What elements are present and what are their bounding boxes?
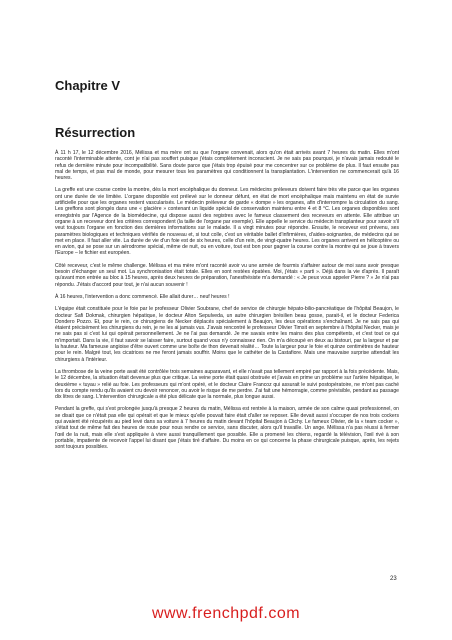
body-text xyxy=(55,150,399,456)
watermark-url: www.frenchpdf.com xyxy=(151,605,301,622)
paragraph: Pendant la greffe, qui s'est prolongée jusqu'à presque 2 heures du matin, Mélissa est rentrée à la maison, armée de son calme quasi professionnel, on se disait que ce n'était pas elle qui opérait et que le mieux qu'elle pouvait faire était d'aller se reposer. Elle devait aussi s'occuper de nos trois cockers qui avaient été récupérés au pied levé dans sa voiture à 7 heures du matin devant l'hôpital Beaujon à Clichy. Le fameux Olivier, de la « team cocker », s'était tout de même fait des heures de route pour nous rendre ce service, sans discuter, alors qu'il travaille. Un ange. Mélissa n'a pas réussi à fermer l'œil de la nuit, mais elle s'est appliquée à vivre aussi tranquillement que possible. Elle a promené les chiens, regardé la télévision, l'œil rivé à son portable, impatiente de recevoir l'appel lui disant que j'étais tiré d'affaire. Du moins en ce qui concerne la phase chirurgicale puisque, après, les rejets sont toujours possibles. xyxy=(55,406,399,451)
paragraph: À 16 heures, l'intervention a donc commencé. Elle allait durer… neuf heures ! xyxy=(55,293,230,300)
paragraph: Côté receveur, c'est le même challenge. Mélissa et ma mère m'ont raconté avoir vu une armée de fourmis s'affairer autour de moi sans avoir presque besoin d'échanger un seul mot. La synchronisation était totale. Elles en sont restées épatées. Moi, j'étais « parti ». Déjà dans la vie d'après. Il paraît qu'avant mon entrée au bloc à 15 heures, après deux heures de préparation, l'anesthésiste m'a demandé : « Je peux vous appeler Pierre ? » Je n'ai pas répondu. J'étais d'accord pour tout, je n'ai aucun souvenir ! xyxy=(55,262,399,288)
chapter-title: Résurrection xyxy=(55,125,136,140)
paragraph: La thrombose de la veine porte avait été contrôlée trois semaines auparavant, et elle n'avait pas tellement empiré par rapport à la fois précédente. Mais, le 12 décembre, la situation était devenue plus que critique. La veine porte était quasi obstruée et j'avais en prime un problème sur l'artère hépatique, le deuxième « tuyau » relié au foie. Les professeurs qui m'ont opéré, et le docteur Claire Francoz qui assurait le suivi postopératoire, ne m'ont pas caché lors du compte rendu qu'ils avaient cru devoir renoncer, ou avoir le risque de me perdre. J'ai fait une hémorragie, comme prévisible, pendant au passage dix litres de sang. L'intervention chirurgicale a été plus délicate que la normale, plus longue aussi. xyxy=(55,368,399,401)
paragraph: La greffe est une course contre la montre, dès la mort encéphalique du donneur. Les médecins préleveurs doivent faire très vite parce que les organes ont une durée de vie limitée. L'organe disponible est prélevé sur le donneur défunt, en état de mort encéphalique mais maintenu en état de survie artificielle pour que les organes restent vascularisés. Le médecin préleveur de garde « dompe » les organes, afin d'interrompre la circulation du sang. Les greffons sont plongés dans une « glacière » contenant un liquide spécial de conservation maintenu entre 4 et 8 °C. Les organes disponibles sont enregistrés par l'Agence de la biomédecine, qui dispose aussi des registres avec le fameux classement des receveurs en attente. Elle attribue un organe à un receveur dont les critères correspondent (la taille de l'organe par exemple). Elle appelle le service du médecin transplanteur pour savoir s'il veut toujours l'organe en fonction des dernières informations sur le malade. Il a vingt minutes pour répondre. Ensuite, le receveur est prévenu, ses paramètres biologiques et techniques vérifiés de nouveau et, si tout colle, c'est un véritable ballet d'infirmières, d'aides-soignantes, de médecins qui se met en place. Il faut aller vite. La durée de vie d'un foie est de six heures, celle d'un rein, de vingt-quatre heures. Les organes arrivent en hélicoptère ou en avion, qui se pose sur un aérodrome spécial, même de nuit, ou en voiture, tout est bon pour gagner la course contre la montre qui se joue à travers l'Europe – le fichier est européen. xyxy=(55,187,399,257)
paragraph: À 11 h 17, le 12 décembre 2016, Mélissa et ma mère ont su que l'organe convenait, alors qu'on était arrivés avant 7 heures du matin. Elles m'ont raconté l'interminable attente, cont je n'ai pas souffert puisque j'étais complètement inconscient. Je ne sais pas pourquoi, je n'avais jamais redouté le refus de dernière minute pour incompatibilité. Sans doute parce que j'étais trop épuisé pour me concentrer sur ce problème de plus. Il faut ensuite pas mal de temps, et pas mal de monde, pour mesurer tous les paramètres qui conditionnent la transplantation. L'intervention ne commencerait qu'à 16 heures. xyxy=(55,150,399,182)
paragraph: L'équipe était constituée pour le foie par le professeur Olivier Soubrane, chef de service de chirurgie hépato-bilio-pancréatique de l'hôpital Beaujon, le docteur Safi Dokmak, chirurgien hépatique, le docteur Alton Sepulveda, un autre chirurgien brésilien beau gosse, parait-il, et le docteur Federica Dondero Pozzo. Et, pour le rein, ce chirurgiens de Necker déplacés spécialement à Beaujon, les deux opérations s'enchaînant. Je ne sais pas qui étaient précisément les chirurgiens du rein, je ne les ai jamais vus. J'avais rencontré le professeur Olivier Timsit en septembre à l'hôpital Necker, mais je ne sais pas si c'est lui qui opérait personnellement. Je ne l'ai pas demandé. Je me savais entre les mains des plus compétents, et c'est tout ce qui m'importait. Dans la vie, il faut savoir se laisser faire, surtout quand vous n'y connaissez rien. On m'a découpé en deux au bistouri, par la largeur et par la hauteur. Ma fameuse angioise d'être ouvert comme une boîte de thon devenait réalité… Toute la largeur pour le foie et quinze centimètres de hauteur pour le rein. Malgré tout, les cicatrices ne me feront jamais souffrir. Moins que le cathéter de la Castafiore. Mais une mauvaise surprise attendait les chirurgiens à l'intérieur. xyxy=(55,306,399,363)
chapter-heading: Chapitre V xyxy=(55,78,121,93)
page-number: 23 xyxy=(390,576,397,582)
